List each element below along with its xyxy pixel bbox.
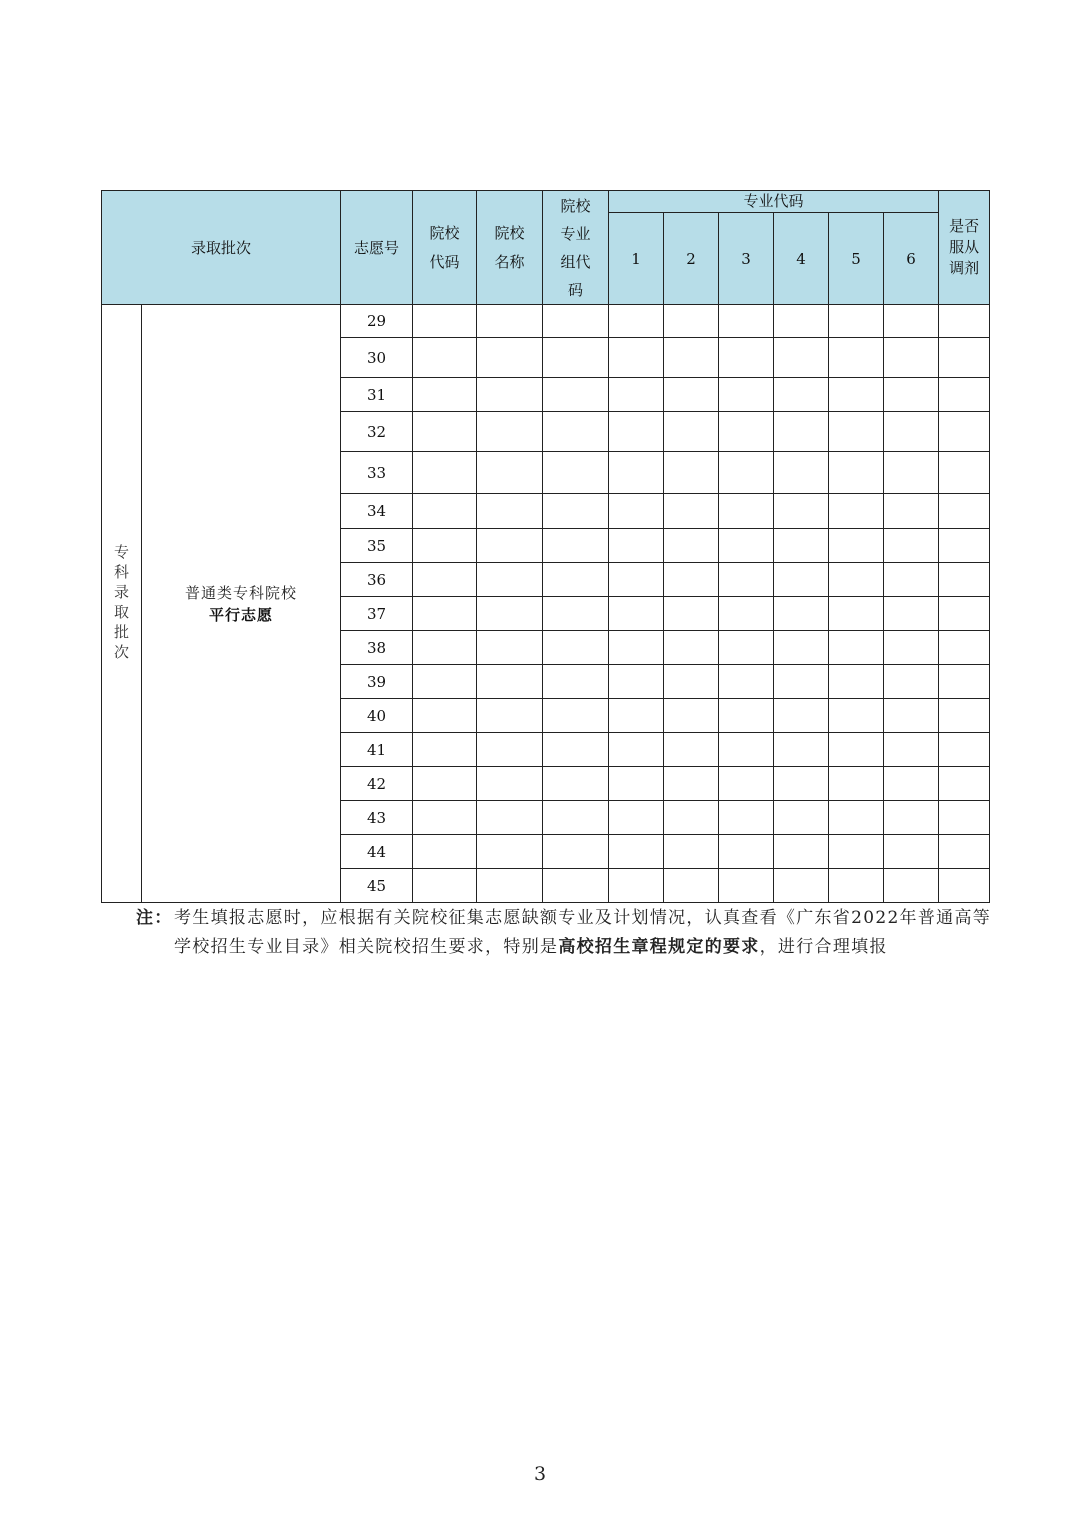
entry-field-cell[interactable] bbox=[829, 563, 884, 597]
entry-field-cell[interactable] bbox=[664, 305, 719, 338]
table-row bbox=[102, 305, 990, 338]
entry-field-cell[interactable] bbox=[477, 597, 543, 631]
entry-field-cell[interactable] bbox=[609, 412, 664, 452]
entry-field-cell[interactable] bbox=[939, 767, 990, 801]
entry-field-cell[interactable] bbox=[719, 665, 774, 699]
footnote-text bbox=[174, 904, 996, 962]
entry-field-cell[interactable] bbox=[413, 305, 477, 338]
header-school-code: 院校代码 bbox=[413, 191, 477, 305]
wish-number-cell: 31 bbox=[341, 378, 413, 412]
entry-field-cell[interactable] bbox=[413, 665, 477, 699]
entry-field-cell[interactable] bbox=[609, 767, 664, 801]
admission-mode: 平行志愿 bbox=[209, 605, 274, 624]
entry-field-cell[interactable] bbox=[939, 563, 990, 597]
wish-number-cell: 37 bbox=[341, 597, 413, 631]
entry-field-cell[interactable] bbox=[939, 378, 990, 412]
entry-field-cell[interactable] bbox=[664, 801, 719, 835]
entry-field-cell[interactable] bbox=[609, 378, 664, 412]
entry-field-cell[interactable] bbox=[939, 869, 990, 903]
entry-field-cell[interactable] bbox=[477, 529, 543, 563]
entry-field-cell[interactable] bbox=[829, 869, 884, 903]
entry-field-cell[interactable] bbox=[774, 378, 829, 412]
entry-field-cell[interactable] bbox=[829, 452, 884, 494]
entry-field-cell[interactable] bbox=[939, 631, 990, 665]
entry-field-cell[interactable] bbox=[719, 529, 774, 563]
entry-field-cell[interactable] bbox=[719, 869, 774, 903]
wish-number-cell: 34 bbox=[341, 494, 413, 529]
wish-number-cell: 29 bbox=[341, 305, 413, 338]
entry-field-cell[interactable] bbox=[413, 412, 477, 452]
entry-field-cell[interactable] bbox=[664, 869, 719, 903]
wish-number-cell: 38 bbox=[341, 631, 413, 665]
entry-field-cell[interactable] bbox=[664, 338, 719, 378]
entry-field-cell[interactable] bbox=[413, 699, 477, 733]
entry-field-cell[interactable] bbox=[477, 801, 543, 835]
entry-field-cell[interactable] bbox=[884, 305, 939, 338]
entry-field-cell[interactable] bbox=[609, 597, 664, 631]
entry-field-cell[interactable] bbox=[664, 494, 719, 529]
entry-field-cell[interactable] bbox=[719, 338, 774, 378]
wish-number-cell: 39 bbox=[341, 665, 413, 699]
entry-field-cell[interactable] bbox=[939, 529, 990, 563]
entry-field-cell[interactable] bbox=[543, 378, 609, 412]
entry-field-cell[interactable] bbox=[939, 665, 990, 699]
header-major-codes: 专业代码 bbox=[609, 191, 939, 213]
entry-field-cell[interactable] bbox=[774, 494, 829, 529]
wish-number-cell: 32 bbox=[341, 412, 413, 452]
entry-field-cell[interactable] bbox=[477, 305, 543, 338]
footnote-label: 注： bbox=[136, 908, 173, 928]
entry-field-cell[interactable] bbox=[829, 801, 884, 835]
footnote-text-end: ，进行合理填报 bbox=[759, 937, 888, 957]
admission-type-line: 普通类专科院校 bbox=[185, 583, 298, 602]
entry-field-cell[interactable] bbox=[939, 452, 990, 494]
entry-field-cell[interactable] bbox=[829, 378, 884, 412]
entry-field-cell[interactable] bbox=[884, 665, 939, 699]
entry-field-cell[interactable] bbox=[477, 699, 543, 733]
entry-field-cell[interactable] bbox=[477, 563, 543, 597]
entry-field-cell[interactable] bbox=[774, 412, 829, 452]
entry-field-cell[interactable] bbox=[884, 801, 939, 835]
entry-field-cell[interactable] bbox=[664, 699, 719, 733]
entry-field-cell[interactable] bbox=[543, 338, 609, 378]
entry-field-cell[interactable] bbox=[664, 529, 719, 563]
entry-field-cell[interactable] bbox=[664, 563, 719, 597]
entry-field-cell[interactable] bbox=[609, 665, 664, 699]
entry-field-cell[interactable] bbox=[413, 529, 477, 563]
entry-field-cell[interactable] bbox=[774, 338, 829, 378]
entry-field-cell[interactable] bbox=[719, 767, 774, 801]
wish-number-cell: 42 bbox=[341, 767, 413, 801]
entry-field-cell[interactable] bbox=[774, 452, 829, 494]
entry-field-cell[interactable] bbox=[829, 305, 884, 338]
entry-field-cell[interactable] bbox=[609, 699, 664, 733]
entry-field-cell[interactable] bbox=[884, 631, 939, 665]
entry-field-cell[interactable] bbox=[609, 869, 664, 903]
footnote-emphasis: 高校招生章程规定的要求 bbox=[558, 937, 760, 957]
entry-field-cell[interactable] bbox=[829, 494, 884, 529]
entry-field-cell[interactable] bbox=[609, 338, 664, 378]
entry-field-cell[interactable] bbox=[664, 767, 719, 801]
entry-field-cell[interactable] bbox=[884, 378, 939, 412]
entry-field-cell[interactable] bbox=[413, 494, 477, 529]
entry-field-cell[interactable] bbox=[664, 835, 719, 869]
entry-field-cell[interactable] bbox=[829, 338, 884, 378]
header-adjust: 是否服从调剂 bbox=[939, 191, 990, 305]
entry-field-cell[interactable] bbox=[829, 835, 884, 869]
wish-number-cell: 45 bbox=[341, 869, 413, 903]
entry-field-cell[interactable] bbox=[413, 835, 477, 869]
entry-field-cell[interactable] bbox=[477, 494, 543, 529]
entry-field-cell[interactable] bbox=[413, 378, 477, 412]
entry-field-cell[interactable] bbox=[939, 801, 990, 835]
header-major-col: 4 bbox=[774, 213, 829, 305]
entry-field-cell[interactable] bbox=[543, 494, 609, 529]
entry-field-cell[interactable] bbox=[884, 835, 939, 869]
entry-field-cell[interactable] bbox=[413, 452, 477, 494]
entry-field-cell[interactable] bbox=[477, 412, 543, 452]
entry-field-cell[interactable] bbox=[413, 869, 477, 903]
entry-field-cell[interactable] bbox=[884, 597, 939, 631]
entry-field-cell[interactable] bbox=[413, 597, 477, 631]
entry-field-cell[interactable] bbox=[884, 767, 939, 801]
entry-field-cell[interactable] bbox=[939, 338, 990, 378]
batch-name-cell: 专科录取批次 bbox=[102, 305, 142, 903]
entry-field-cell[interactable] bbox=[719, 563, 774, 597]
entry-field-cell[interactable] bbox=[884, 452, 939, 494]
entry-field-cell[interactable] bbox=[609, 452, 664, 494]
entry-field-cell[interactable] bbox=[719, 378, 774, 412]
entry-field-cell[interactable] bbox=[719, 305, 774, 338]
entry-field-cell[interactable] bbox=[884, 412, 939, 452]
entry-field-cell[interactable] bbox=[939, 305, 990, 338]
entry-field-cell[interactable] bbox=[477, 733, 543, 767]
entry-field-cell[interactable] bbox=[664, 733, 719, 767]
entry-field-cell[interactable] bbox=[774, 563, 829, 597]
entry-field-cell[interactable] bbox=[477, 378, 543, 412]
entry-field-cell[interactable] bbox=[719, 835, 774, 869]
entry-field-cell[interactable] bbox=[477, 338, 543, 378]
entry-field-cell[interactable] bbox=[829, 631, 884, 665]
entry-field-cell[interactable] bbox=[477, 631, 543, 665]
entry-field-cell[interactable] bbox=[543, 412, 609, 452]
entry-field-cell[interactable] bbox=[543, 452, 609, 494]
entry-field-cell[interactable] bbox=[543, 529, 609, 563]
entry-field-cell[interactable] bbox=[664, 597, 719, 631]
entry-field-cell[interactable] bbox=[609, 733, 664, 767]
wish-number-cell: 35 bbox=[341, 529, 413, 563]
entry-field-cell[interactable] bbox=[774, 529, 829, 563]
entry-field-cell[interactable] bbox=[939, 835, 990, 869]
entry-field-cell[interactable] bbox=[543, 631, 609, 665]
entry-field-cell[interactable] bbox=[884, 699, 939, 733]
entry-field-cell[interactable] bbox=[939, 412, 990, 452]
entry-field-cell[interactable] bbox=[884, 338, 939, 378]
entry-field-cell[interactable] bbox=[543, 305, 609, 338]
entry-field-cell[interactable] bbox=[884, 869, 939, 903]
entry-field-cell[interactable] bbox=[939, 494, 990, 529]
entry-field-cell[interactable] bbox=[543, 665, 609, 699]
entry-field-cell[interactable] bbox=[774, 869, 829, 903]
entry-field-cell[interactable] bbox=[719, 801, 774, 835]
entry-field-cell[interactable] bbox=[774, 597, 829, 631]
entry-field-cell[interactable] bbox=[829, 767, 884, 801]
entry-field-cell[interactable] bbox=[884, 733, 939, 767]
wish-number-cell: 30 bbox=[341, 338, 413, 378]
wish-number-cell: 33 bbox=[341, 452, 413, 494]
wish-number-cell: 40 bbox=[341, 699, 413, 733]
header-major-col: 6 bbox=[884, 213, 939, 305]
entry-field-cell[interactable] bbox=[609, 563, 664, 597]
entry-field-cell[interactable] bbox=[609, 835, 664, 869]
entry-field-cell[interactable] bbox=[609, 631, 664, 665]
page-number: 3 bbox=[533, 1463, 547, 1485]
entry-field-cell[interactable] bbox=[829, 412, 884, 452]
entry-field-cell[interactable] bbox=[829, 699, 884, 733]
entry-field-cell[interactable] bbox=[719, 597, 774, 631]
entry-field-cell[interactable] bbox=[774, 699, 829, 733]
entry-field-cell[interactable] bbox=[413, 338, 477, 378]
entry-field-cell[interactable] bbox=[664, 378, 719, 412]
entry-field-cell[interactable] bbox=[543, 597, 609, 631]
entry-field-cell[interactable] bbox=[609, 305, 664, 338]
entry-field-cell[interactable] bbox=[774, 733, 829, 767]
entry-field-cell[interactable] bbox=[477, 767, 543, 801]
entry-field-cell[interactable] bbox=[829, 665, 884, 699]
entry-field-cell[interactable] bbox=[543, 733, 609, 767]
table-header bbox=[102, 191, 990, 305]
entry-field-cell[interactable] bbox=[884, 529, 939, 563]
entry-field-cell[interactable] bbox=[609, 494, 664, 529]
wish-number-cell: 41 bbox=[341, 733, 413, 767]
header-major-col: 5 bbox=[829, 213, 884, 305]
entry-field-cell[interactable] bbox=[413, 801, 477, 835]
header-group-code: 院校专业组代码 bbox=[543, 191, 609, 305]
header-major-col: 1 bbox=[609, 213, 664, 305]
entry-field-cell[interactable] bbox=[413, 631, 477, 665]
wish-number-cell: 44 bbox=[341, 835, 413, 869]
entry-field-cell[interactable] bbox=[413, 733, 477, 767]
entry-field-cell[interactable] bbox=[719, 494, 774, 529]
entry-field-cell[interactable] bbox=[609, 801, 664, 835]
entry-field-cell[interactable] bbox=[719, 452, 774, 494]
entry-field-cell[interactable] bbox=[719, 631, 774, 665]
entry-field-cell[interactable] bbox=[664, 452, 719, 494]
entry-field-cell[interactable] bbox=[664, 665, 719, 699]
admission-type-cell bbox=[142, 305, 341, 903]
entry-field-cell[interactable] bbox=[829, 733, 884, 767]
entry-field-cell[interactable] bbox=[477, 869, 543, 903]
entry-field-cell[interactable] bbox=[413, 563, 477, 597]
entry-field-cell[interactable] bbox=[774, 801, 829, 835]
entry-field-cell[interactable] bbox=[719, 733, 774, 767]
header-major-col: 3 bbox=[719, 213, 774, 305]
entry-field-cell[interactable] bbox=[939, 699, 990, 733]
entry-field-cell[interactable] bbox=[413, 767, 477, 801]
entry-field-cell[interactable] bbox=[477, 835, 543, 869]
entry-field-cell[interactable] bbox=[829, 597, 884, 631]
entry-field-cell[interactable] bbox=[543, 699, 609, 733]
entry-field-cell[interactable] bbox=[829, 529, 884, 563]
header-school-name: 院校名称 bbox=[477, 191, 543, 305]
entry-field-cell[interactable] bbox=[477, 452, 543, 494]
entry-field-cell[interactable] bbox=[774, 665, 829, 699]
volunteer-form-table bbox=[101, 190, 990, 903]
footnote-text-part: 考生填报志愿时，应根据有关院校征集志愿缺额专业及计划情况，认真查看《广东省2022年普通高等学校招生专业目录》相关院校招生要求，特别是 bbox=[174, 908, 992, 957]
entry-field-cell[interactable] bbox=[719, 412, 774, 452]
header-batch: 录取批次 bbox=[102, 191, 341, 305]
entry-field-cell[interactable] bbox=[884, 563, 939, 597]
entry-field-cell[interactable] bbox=[884, 494, 939, 529]
entry-field-cell[interactable] bbox=[543, 801, 609, 835]
entry-field-cell[interactable] bbox=[774, 835, 829, 869]
entry-field-cell[interactable] bbox=[719, 699, 774, 733]
entry-field-cell[interactable] bbox=[477, 665, 543, 699]
table-body bbox=[102, 305, 990, 903]
entry-field-cell[interactable] bbox=[543, 869, 609, 903]
footnote bbox=[136, 904, 996, 962]
entry-field-cell[interactable] bbox=[939, 733, 990, 767]
entry-field-cell[interactable] bbox=[543, 835, 609, 869]
entry-field-cell[interactable] bbox=[774, 305, 829, 338]
entry-field-cell[interactable] bbox=[774, 631, 829, 665]
header-wish-no: 志愿号 bbox=[341, 191, 413, 305]
entry-field-cell[interactable] bbox=[939, 597, 990, 631]
wish-number-cell: 36 bbox=[341, 563, 413, 597]
entry-field-cell[interactable] bbox=[664, 412, 719, 452]
entry-field-cell[interactable] bbox=[543, 563, 609, 597]
entry-field-cell[interactable] bbox=[543, 767, 609, 801]
entry-field-cell[interactable] bbox=[664, 631, 719, 665]
header-major-col: 2 bbox=[664, 213, 719, 305]
entry-field-cell[interactable] bbox=[609, 529, 664, 563]
wish-number-cell: 43 bbox=[341, 801, 413, 835]
entry-field-cell[interactable] bbox=[774, 767, 829, 801]
